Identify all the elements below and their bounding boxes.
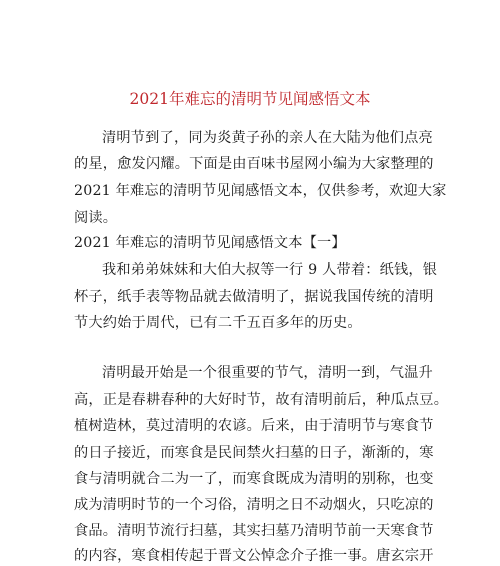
paragraph-line: 食品。清明节流行扫墓，其实扫墓乃清明节前一天寒食节 <box>74 523 434 539</box>
paragraph-line: 成为清明时节的一个习俗，清明之日不动烟火，只吃凉的 <box>74 497 434 513</box>
paragraph-line: 节大约始于周代，已有二千五百多年的历史。 <box>74 315 362 331</box>
paragraph-line: 食与清明就合二为一了，而寒食既成为清明的别称，也变 <box>74 471 434 487</box>
section-heading: 2021 年难忘的清明节见闻感悟文本【一】 <box>74 235 346 251</box>
paragraph-line: 清明最开始是一个很重要的节气，清明一到，气温升 <box>102 365 433 381</box>
paragraph-line: 我和弟弟妹妹和大伯大叔等一行 9 人带着：纸钱，银 <box>102 262 438 278</box>
document-title: 2021年难忘的清明节见闻感悟文本 <box>129 90 371 108</box>
intro-line: 2021 年难忘的清明节见闻感悟文本，仅供参考，欢迎大家 <box>74 183 447 199</box>
paragraph-line: 高，正是春耕春种的大好时节，故有清明前后，种瓜点豆。 <box>74 392 449 408</box>
paragraph-line: 的日子接近，而寒食是民间禁火扫墓的日子，渐渐的，寒 <box>74 445 434 461</box>
intro-line: 清明节到了，同为炎黄子孙的亲人在大陆为他们点亮 <box>102 130 433 146</box>
paragraph-line: 植树造林，莫过清明的农谚。后来，由于清明节与寒食节 <box>74 418 434 434</box>
paragraph-line: 的内容，寒食相传起于晋文公悼念介子推一事。唐玄宗开 <box>74 548 434 564</box>
intro-line: 阅读。 <box>74 210 118 226</box>
intro-line: 的星，愈发闪耀。下面是由百味书屋网小编为大家整理的 <box>74 156 434 172</box>
paragraph-line: 杯子，纸手表等物品就去做清明了，据说我国传统的清明 <box>74 289 434 305</box>
